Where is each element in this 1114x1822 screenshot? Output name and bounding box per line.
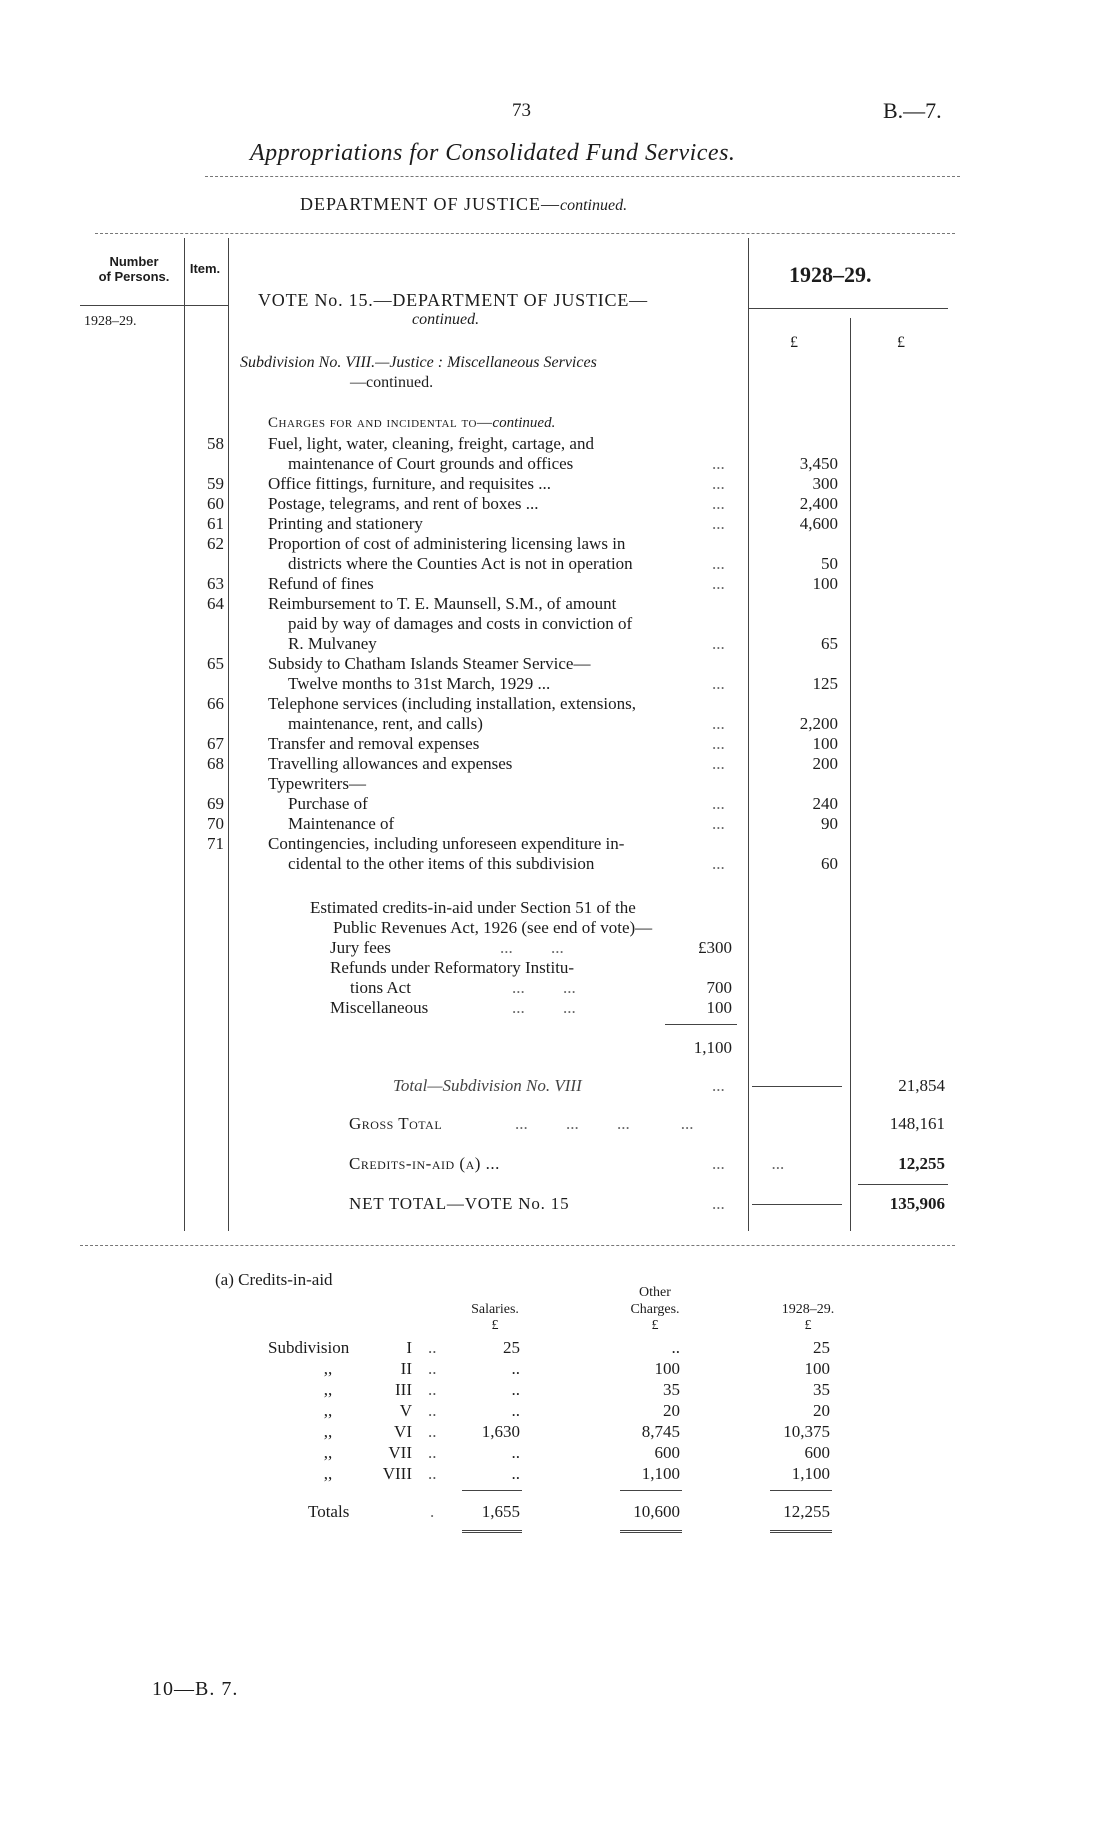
leader-dots: ... bbox=[712, 714, 725, 733]
net-total-label: NET TOTAL—VOTE No. 15 bbox=[349, 1194, 570, 1213]
leader-dots: ... bbox=[712, 1194, 725, 1213]
item-description-line: maintenance of Court grounds and offices bbox=[288, 454, 574, 473]
leader-dots: ... bbox=[712, 674, 725, 693]
footnote-col-salaries: Salaries. bbox=[471, 1302, 519, 1317]
item-description-line: R. Mulvaney bbox=[288, 634, 377, 653]
credits-jury-label: Jury fees bbox=[330, 938, 391, 957]
item-number: 66 bbox=[207, 694, 224, 713]
leader-dots: ... bbox=[712, 634, 725, 653]
item-description-line: Twelve months to 31st March, 1929 ... bbox=[288, 674, 551, 693]
item-number: 61 bbox=[207, 514, 224, 533]
item-description-line: Proportion of cost of administering licensing laws in bbox=[268, 534, 626, 553]
item-description-line: paid by way of damages and costs in conviction of bbox=[288, 614, 633, 633]
footnote-row-salaries: .. bbox=[511, 1401, 520, 1420]
item-number: 68 bbox=[207, 754, 224, 773]
footnote-row-roman: I bbox=[406, 1338, 412, 1357]
item-amount: 200 bbox=[812, 754, 838, 773]
footnote-row-other: 1,100 bbox=[641, 1464, 680, 1483]
leader-dots: ... bbox=[712, 514, 725, 533]
title-rule bbox=[205, 176, 960, 177]
document-reference: B.—7. bbox=[883, 98, 942, 123]
item-amount: 90 bbox=[821, 814, 838, 833]
footnote-row-year: 35 bbox=[813, 1380, 830, 1399]
footnote-row-roman: VI bbox=[394, 1422, 412, 1441]
leader-dots: ... bbox=[712, 854, 725, 873]
page-title: Appropriations for Consolidated Fund Services. bbox=[250, 140, 736, 166]
item-description-line: Postage, telegrams, and rent of boxes ... bbox=[268, 494, 539, 513]
persons-header-line1: Number bbox=[109, 254, 159, 269]
credits-misc-amount: 100 bbox=[706, 998, 732, 1017]
rule-item bbox=[228, 238, 229, 1231]
department-heading bbox=[300, 194, 627, 215]
footnote-totals-other: 10,600 bbox=[633, 1502, 680, 1521]
gross-total-label: Gross Total bbox=[349, 1114, 443, 1133]
item-description-line: districts where the Counties Act is not in operation bbox=[288, 554, 633, 573]
leader-dots: .. bbox=[428, 1443, 437, 1462]
gross-total-amount: 148,161 bbox=[889, 1114, 945, 1133]
item-amount: 100 bbox=[812, 734, 838, 753]
footnote-rule-year bbox=[770, 1490, 832, 1491]
footnote-row-label: ,, bbox=[323, 1359, 333, 1378]
leader-dots: .. bbox=[428, 1338, 437, 1357]
footnote-pound-3: £ bbox=[804, 1318, 812, 1333]
item-description-line: Subsidy to Chatham Islands Steamer Service— bbox=[268, 654, 591, 673]
footnote-row-roman: III bbox=[395, 1380, 412, 1399]
item-amount: 100 bbox=[812, 574, 838, 593]
credits-refunds-amount: 700 bbox=[706, 978, 732, 997]
item-description-line: Telephone services (including installation, extensions, bbox=[268, 694, 636, 713]
item-number: 62 bbox=[207, 534, 224, 553]
leader-dots: ... ... bbox=[712, 1154, 785, 1173]
leader-dots: ... bbox=[712, 554, 725, 573]
footnote-row-year: 25 bbox=[813, 1338, 830, 1357]
item-amount: 240 bbox=[812, 794, 838, 813]
footnote-row-salaries: .. bbox=[511, 1443, 520, 1462]
leader-dots: ... bbox=[712, 454, 725, 473]
item-number: 64 bbox=[207, 594, 224, 613]
leader-dots: .. bbox=[428, 1401, 437, 1420]
item-number: 71 bbox=[207, 834, 224, 853]
leader-dots: ... ... bbox=[500, 938, 564, 957]
item-description-line: Printing and stationery bbox=[268, 514, 423, 533]
table-bottom-rule bbox=[80, 1245, 955, 1246]
leader-dots: ... bbox=[712, 754, 725, 773]
footnote-double-rule bbox=[770, 1530, 832, 1533]
item-amount: 65 bbox=[821, 634, 838, 653]
subdivision-total-label: Total—Subdivision No. VIII bbox=[393, 1076, 582, 1095]
footnote-col-other-line1: Other bbox=[639, 1285, 671, 1300]
item-number: 69 bbox=[207, 794, 224, 813]
leader-dots: .. bbox=[428, 1380, 437, 1399]
footnote-row-other: 20 bbox=[663, 1401, 680, 1420]
item-number: 63 bbox=[207, 574, 224, 593]
credits-line1: Estimated credits-in-aid under Section 51 of the bbox=[310, 898, 636, 917]
footnote-rule-salaries bbox=[462, 1490, 522, 1491]
footnote-row-other: 8,745 bbox=[641, 1422, 680, 1441]
year-column-header: 1928–29. bbox=[789, 262, 872, 287]
page-signature: 10—B. 7. bbox=[152, 1678, 239, 1700]
footnote-row-roman: VIII bbox=[382, 1464, 412, 1483]
charges-heading bbox=[268, 415, 555, 432]
net-sum-rule bbox=[858, 1184, 948, 1185]
item-description-line: Contingencies, including unforeseen expenditure in- bbox=[268, 834, 625, 853]
item-number: 60 bbox=[207, 494, 224, 513]
footnote-col-other-line2: Charges. bbox=[630, 1302, 680, 1317]
credits-refunds-label-cont: tions Act bbox=[350, 978, 411, 997]
credits-jury-amount: £300 bbox=[698, 938, 732, 957]
item-description-line: Purchase of bbox=[288, 794, 368, 813]
item-column-header: Item. bbox=[189, 261, 221, 276]
persons-year: 1928–29. bbox=[84, 314, 137, 329]
leader-dots: .. bbox=[428, 1464, 437, 1483]
footnote-totals-salaries: 1,655 bbox=[481, 1502, 520, 1521]
vote-title: VOTE No. 15.—DEPARTMENT OF JUSTICE— bbox=[258, 290, 648, 310]
leader-dots: ... bbox=[712, 734, 725, 753]
footnote-row-salaries: .. bbox=[511, 1380, 520, 1399]
footnote-row-roman: II bbox=[400, 1359, 412, 1378]
footnote-row-year: 10,375 bbox=[783, 1422, 830, 1441]
footnote-row-year: 20 bbox=[813, 1401, 830, 1420]
pound-symbol-1: £ bbox=[790, 334, 798, 351]
item-description-line: Typewriters— bbox=[268, 774, 366, 793]
leader-dots: ... bbox=[712, 474, 725, 493]
footnote-row-salaries: .. bbox=[511, 1464, 520, 1483]
item-number: 59 bbox=[207, 474, 224, 493]
credits-misc-label: Miscellaneous bbox=[330, 998, 429, 1017]
footnote-title: (a) Credits-in-aid bbox=[215, 1270, 333, 1289]
leader-dots: ... bbox=[712, 794, 725, 813]
footnote-col-year: 1928–29. bbox=[781, 1302, 835, 1317]
footnote-row-label: ,, bbox=[323, 1464, 333, 1483]
header-box-rule bbox=[80, 305, 228, 306]
leader-dots: .. bbox=[428, 1359, 437, 1378]
net-total-amount: 135,906 bbox=[889, 1194, 945, 1213]
item-amount: 125 bbox=[812, 674, 838, 693]
footnote-row-salaries: .. bbox=[511, 1359, 520, 1378]
pound-symbol-2: £ bbox=[897, 334, 905, 351]
footnote-row-label: ,, bbox=[323, 1380, 333, 1399]
credits-in-aid-label: Credits-in-aid (a) ... bbox=[349, 1154, 500, 1173]
footnote-row-year: 600 bbox=[804, 1443, 830, 1462]
footnote-row-roman: V bbox=[399, 1401, 412, 1420]
footnote-row-label: ,, bbox=[323, 1422, 333, 1441]
rule-amount bbox=[850, 318, 851, 1231]
item-description-line: maintenance, rent, and calls) bbox=[288, 714, 483, 733]
item-number: 67 bbox=[207, 734, 224, 753]
leader-dots: .. bbox=[428, 1422, 437, 1441]
subdivision-total-amount: 21,854 bbox=[898, 1076, 945, 1095]
persons-column-header bbox=[88, 254, 180, 284]
leader-dots: ... bbox=[712, 814, 725, 833]
item-description-line: Travelling allowances and expenses bbox=[268, 754, 513, 773]
item-amount: 4,600 bbox=[799, 514, 838, 533]
department-name: DEPARTMENT OF JUSTICE— bbox=[300, 194, 560, 214]
footnote-row-salaries: 1,630 bbox=[481, 1422, 520, 1441]
footnote-row-other: 100 bbox=[654, 1359, 680, 1378]
item-description-line: Fuel, light, water, cleaning, freight, cartage, and bbox=[268, 434, 594, 453]
charges-heading-cont: continued. bbox=[492, 415, 556, 431]
footnote-row-label: Subdivision bbox=[268, 1338, 350, 1357]
footnote-totals-label: Totals bbox=[308, 1502, 350, 1521]
page-number: 73 bbox=[512, 100, 531, 121]
footnote-pound-1: £ bbox=[491, 1318, 499, 1333]
item-amount: 2,200 bbox=[799, 714, 838, 733]
footnote-row-other: 600 bbox=[654, 1443, 680, 1462]
footnote-rule-other bbox=[620, 1490, 682, 1491]
footnote-row-other: 35 bbox=[663, 1380, 680, 1399]
rule-desc bbox=[748, 238, 749, 1231]
credits-line2: Public Revenues Act, 1926 (see end of vote)— bbox=[333, 918, 653, 937]
footnote-pound-2: £ bbox=[651, 1318, 659, 1333]
item-number: 65 bbox=[207, 654, 224, 673]
charges-heading-text: Charges for and incidental to— bbox=[268, 415, 493, 431]
leader-dots: . bbox=[430, 1502, 435, 1521]
footnote-row-other: .. bbox=[671, 1338, 680, 1357]
item-description-line: cidental to the other items of this subdivision bbox=[288, 854, 595, 873]
leader-dots: ... bbox=[712, 494, 725, 513]
item-number: 70 bbox=[207, 814, 224, 833]
leader-dots: ... bbox=[712, 574, 725, 593]
department-cont: continued. bbox=[559, 197, 628, 214]
item-description-line: Reimbursement to T. E. Maunsell, S.M., of amount bbox=[268, 594, 617, 613]
credits-in-aid-amount: 12,255 bbox=[898, 1154, 945, 1173]
subdivision-title-cont: —continued. bbox=[350, 374, 434, 391]
year-header-rule bbox=[748, 308, 948, 309]
footnote-row-roman: VII bbox=[388, 1443, 412, 1462]
leader-dots: ... bbox=[712, 1076, 725, 1095]
credits-total: 1,100 bbox=[693, 1038, 732, 1057]
item-amount: 50 bbox=[821, 554, 838, 573]
footnote-row-year: 100 bbox=[804, 1359, 830, 1378]
footnote-row-label: ,, bbox=[323, 1401, 333, 1420]
item-description-line: Office fittings, furniture, and requisites ... bbox=[268, 474, 551, 493]
item-description-line: Transfer and removal expenses bbox=[268, 734, 480, 753]
item-description-line: Maintenance of bbox=[288, 814, 395, 833]
rule-persons bbox=[184, 238, 185, 1231]
footnote-row-year: 1,100 bbox=[791, 1464, 830, 1483]
persons-header-line2: of Persons. bbox=[98, 269, 170, 284]
item-amount: 2,400 bbox=[799, 494, 838, 513]
leader-dots: ... ... bbox=[512, 998, 576, 1017]
item-amount: 60 bbox=[821, 854, 838, 873]
footnote-row-salaries: 25 bbox=[503, 1338, 520, 1357]
credits-refunds-label: Refunds under Reformatory Institu- bbox=[330, 958, 575, 977]
item-amount: 3,450 bbox=[799, 454, 838, 473]
header-rule bbox=[95, 233, 955, 234]
subdivision-title: Subdivision No. VIII.—Justice : Miscellaneous Services bbox=[240, 354, 597, 371]
vote-title-cont: continued. bbox=[412, 311, 480, 328]
footnote-row-label: ,, bbox=[323, 1443, 333, 1462]
item-description-line: Refund of fines bbox=[268, 574, 374, 593]
item-number: 58 bbox=[207, 434, 224, 453]
leader-dots: ... ... bbox=[512, 978, 576, 997]
item-amount: 300 bbox=[812, 474, 838, 493]
footnote-double-rule bbox=[620, 1530, 682, 1533]
footnote-double-rule bbox=[462, 1530, 522, 1533]
credits-sum-rule bbox=[665, 1024, 737, 1025]
leader-dots: ... ... ... ... bbox=[515, 1114, 694, 1133]
dash-rule bbox=[752, 1204, 842, 1205]
footnote-totals-year: 12,255 bbox=[783, 1502, 830, 1521]
dash-rule bbox=[752, 1086, 842, 1087]
